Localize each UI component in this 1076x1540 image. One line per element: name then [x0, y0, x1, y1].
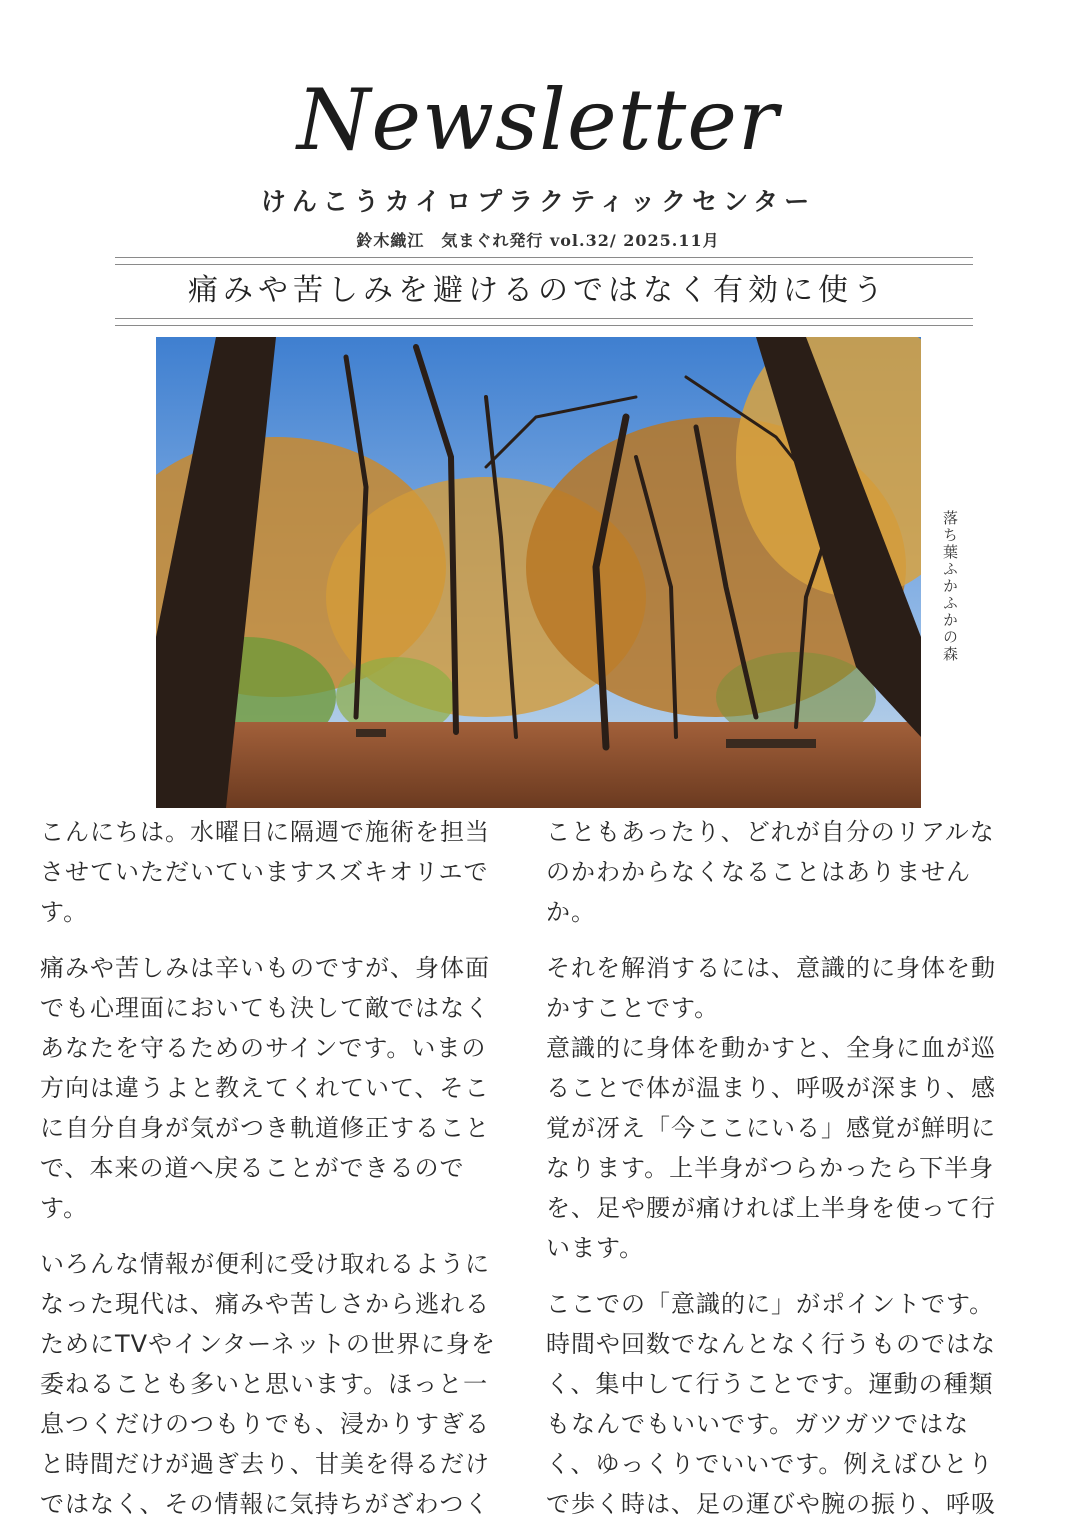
- paragraph: こともあったり、どれが自分のリアルな のかわからなくなることはありません か。: [546, 818, 995, 926]
- paragraph: 痛みや苦しみは辛いものですが、身体面 でも心理面においても決して敵ではなく あなたを守るためのサインです。いまの 方向は違うよと教えてくれていて、そこ に自分自身が気がつき軌道修正すること で、本来の道へ戻ることができるので す。: [40, 954, 490, 1222]
- headline-rule-bottom: [115, 318, 973, 326]
- headline: 痛みや苦しみを避けるのではなく有効に使う: [188, 273, 888, 308]
- newsletter-title: Newsletter: [296, 71, 780, 169]
- paragraph: ここでの「意識的に」がポイントです。 時間や回数でなんとなく行うものではな く、集中して行うことです。運動の種類 もなんでもいいです。ガツガツではな く、ゆっくりでいいです。例えばひとり で歩く時は、足の運びや腕の振り、呼吸: [546, 1290, 996, 1518]
- paragraph: こんにちは。水曜日に隔週で施術を担当 させていただいていますスズキオリエで す。: [40, 818, 490, 926]
- masthead: [0, 70, 1076, 251]
- right-column: [546, 812, 1006, 1540]
- issue-line: 鈴木織江 気まぐれ発行 vol.32/ 2025.11月: [356, 231, 720, 250]
- headline-rule-top: [115, 257, 973, 265]
- forest-photo: [156, 337, 921, 808]
- left-column: [40, 812, 510, 1540]
- paragraph: それを解消するには、意識的に身体を動 かすことです。 意識的に身体を動かすと、全身に血が巡 ることで体が温まり、呼吸が深まり、感 覚が冴え「今ここにいる」感覚が鮮明に なります。上半身がつらかったら下半身 を、足や腰が痛ければ上半身を使って行 います。: [546, 954, 996, 1262]
- photo-caption: 落ち葉ふかふかの森: [941, 510, 959, 663]
- paragraph: いろんな情報が便利に受け取れるように なった現代は、痛みや苦しさから逃れる ためにTVやインターネットの世界に身を 委ねることも多いと思います。ほっと一 息つくだけのつもりでも、浸かりすぎる と時間だけが過ぎ去り、甘美を得るだけ ではなく、その情報に気持ちがざわつく: [40, 1250, 496, 1518]
- clinic-name: けんこうカイロプラクティックセンター: [260, 187, 816, 216]
